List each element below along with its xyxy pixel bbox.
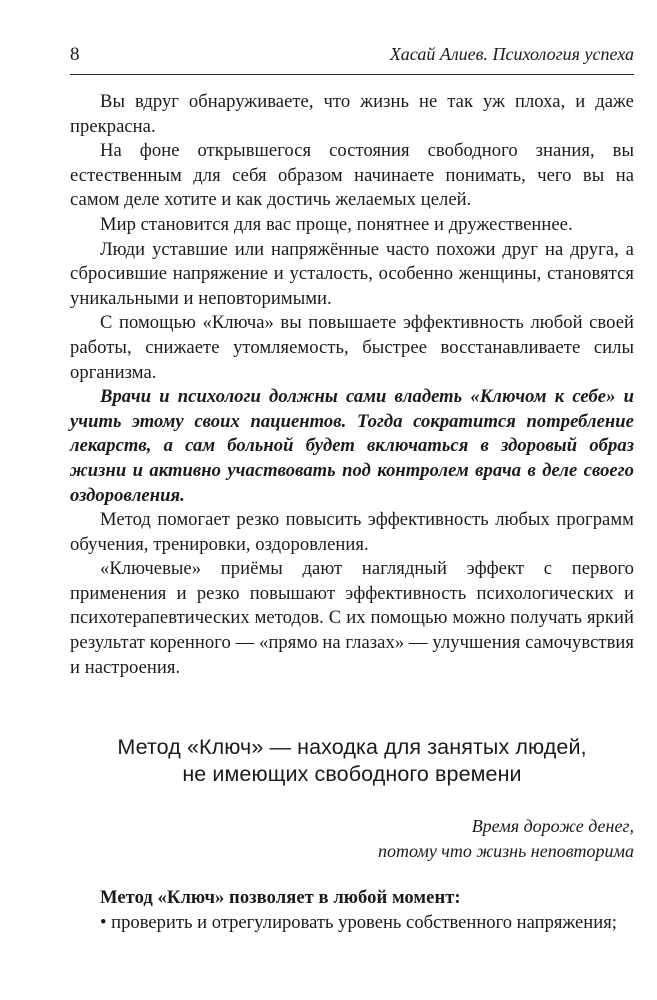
page-number: 8 [70, 44, 80, 65]
body-text [70, 90, 634, 680]
epigraph-line-2: потому что жизнь неповторима [378, 840, 634, 861]
section-heading-line-1: Метод «Ключ» — находка для занятых людей, [117, 735, 587, 759]
paragraph-2: На фоне открывшегося состояния свободного знания, вы естественным для себя образом начинаете понимать, чего вы на самом деле хотите и как достичь желаемых целей. [70, 140, 634, 211]
method-list-heading: Метод «Ключ» позволяет в любой момент: [100, 887, 461, 908]
paragraph-8: «Ключевые» приёмы дают наглядный эффект с первого применения и резко повышают эффективность психологических и психотерапевтических методов. С их помощью можно получать яркий результат коренного — «прямо на глазах» — улучшения самочувствия и настроения. [70, 558, 634, 678]
section-heading-line-2: не имеющих свободного времени [182, 762, 522, 786]
paragraph-3: Мир становится для вас проще, понятнее и дружественнее. [100, 213, 573, 235]
epigraph-line-1: Время дороже денег, [471, 816, 634, 836]
header-rule [70, 74, 634, 75]
paragraph-4: Люди уставшие или напряжённые часто похожи друг на друга, а сбросившие напряжение и усталость, особенно женщины, становятся уникальными и неповторимыми. [70, 238, 634, 309]
section-heading [70, 734, 634, 788]
paragraph-1: Вы вдруг обнаруживаете, что жизнь не так уж плоха, и даже прекрасна. [70, 91, 634, 137]
method-list [70, 886, 634, 935]
page-header [70, 44, 634, 74]
paragraph-5: С помощью «Ключа» вы повышаете эффективность любой своей работы, снижаете утомляемость, быстрее восстанавливаете силы организма. [70, 312, 634, 383]
paragraph-emphasis: Врачи и психологи должны сами владеть «Ключом к себе» и учить этому своих пациентов. Тогда сократится потребление лекарств, а сам больной будет включаться в здоровый образ жизни и активно участвовать под контролем врача в деле своего оздоровления. [70, 386, 634, 506]
running-head: Хасай Алиев. Психология успеха [389, 44, 634, 64]
paragraph-7: Метод помогает резко повысить эффективность любых программ обучения, тренировки, оздоровления. [70, 509, 634, 555]
method-list-item: • проверить и отрегулировать уровень собственного напряжения; [100, 911, 617, 933]
epigraph [234, 814, 634, 863]
